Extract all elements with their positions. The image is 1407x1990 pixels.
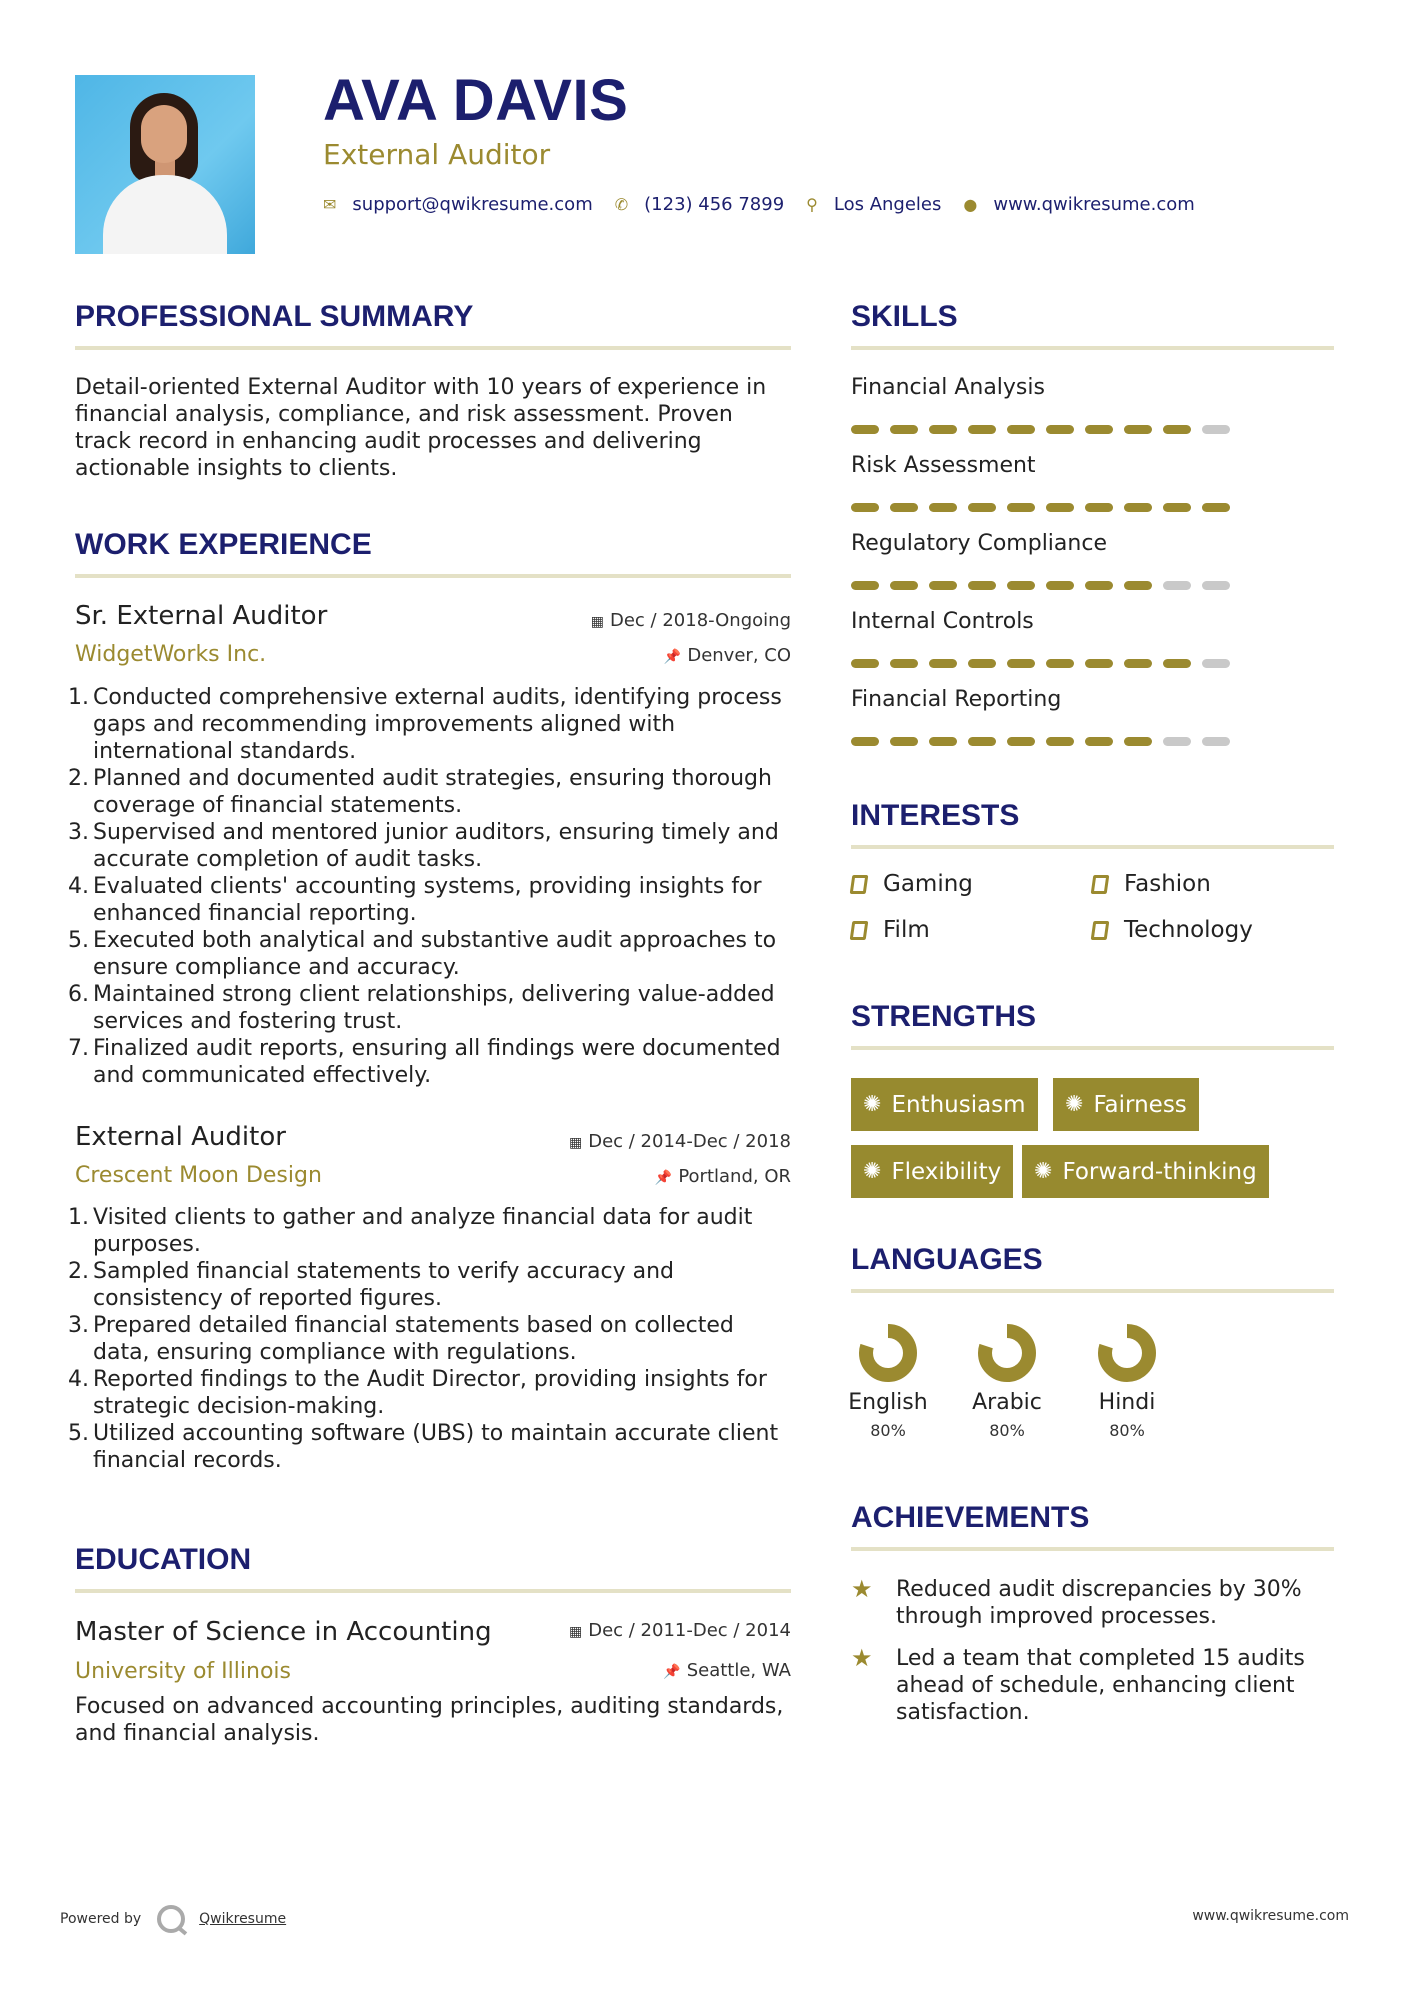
- email-link[interactable]: support@qwikresume.com: [352, 194, 593, 215]
- language-arc: [866, 1331, 910, 1375]
- calendar-icon: ▦: [590, 614, 604, 630]
- interest-item: Film: [851, 917, 930, 943]
- skill-name: Regulatory Compliance: [851, 531, 1107, 556]
- list-item: 7. Finalized audit reports, ensuring all findings were documented and communicated effectively.: [68, 1036, 781, 1088]
- skill-name: Financial Reporting: [851, 687, 1062, 712]
- achievement-item: [851, 1645, 1331, 1726]
- summary-heading: PROFESSIONAL SUMMARY: [75, 300, 474, 333]
- qwikresume-link[interactable]: Qwikresume: [199, 1911, 287, 1927]
- language-percent: 80%: [989, 1421, 1025, 1440]
- qwikresume-logo-icon: [157, 1905, 185, 1933]
- skill-level-dot: [890, 581, 918, 590]
- work-heading: WORK EXPERIENCE: [75, 528, 372, 561]
- education-rule: [75, 1589, 791, 1593]
- powered-by-text: Powered by: [60, 1911, 142, 1927]
- strengths-rule: [851, 1046, 1334, 1050]
- job-title: External Auditor: [75, 1122, 286, 1152]
- list-item: 5. Executed both analytical and substantive audit approaches to ensure compliance and accuracy.: [68, 928, 777, 980]
- job-title: Sr. External Auditor: [75, 601, 328, 631]
- interest-item: Technology: [1092, 917, 1253, 943]
- degree-title: Master of Science in Accounting: [75, 1617, 492, 1647]
- skill-level-dot: [851, 425, 879, 434]
- language-ring: [857, 1322, 919, 1384]
- phone-icon: ✆: [614, 195, 629, 214]
- skills-heading: SKILLS: [851, 300, 958, 333]
- achievements-rule: [851, 1547, 1334, 1551]
- strength-badge: ✺ Forward-thinking: [1022, 1145, 1269, 1198]
- skill-name: Risk Assessment: [851, 453, 1036, 478]
- language-arc: [1105, 1331, 1149, 1375]
- summary-text: Detail-oriented External Auditor with 10 years of experience in financial analysis, compliance, and risk assessment. Proven track record in enhancing audit processes and delivering actionable insights to clients.: [75, 375, 767, 481]
- skill-level-dot: [929, 503, 957, 512]
- skills-rule: [851, 346, 1334, 350]
- skill-level-dot: [968, 659, 996, 668]
- skill-level-dot: [1163, 659, 1191, 668]
- job-company: Crescent Moon Design: [75, 1163, 322, 1188]
- education-dates-text: Dec / 2011-Dec / 2014: [588, 1620, 791, 1641]
- job-dates-text: Dec / 2014-Dec / 2018: [588, 1131, 791, 1152]
- skill-level-dot: [890, 503, 918, 512]
- envelope-icon: ✉: [323, 195, 337, 214]
- skill-level-dot: [1046, 659, 1074, 668]
- skill-level-dot: [1007, 425, 1035, 434]
- education-dates: [569, 1620, 791, 1641]
- skill-level-dot: [1046, 425, 1074, 434]
- achievement-text: Reduced audit discrepancies by 30% through improved processes.: [896, 1577, 1302, 1629]
- candidate-title: External Auditor: [323, 138, 551, 171]
- sun-icon: ✺: [863, 1092, 882, 1117]
- job-location-text: Denver, CO: [687, 645, 791, 666]
- skill-level-dot: [929, 425, 957, 434]
- calendar-icon: ▦: [568, 1135, 583, 1151]
- skill-level-dot: [1085, 737, 1113, 746]
- list-item: 6. Maintained strong client relationships, delivering value-added services and fostering trust.: [68, 982, 775, 1034]
- book-icon: [1091, 921, 1110, 940]
- skill-level-dot: [1202, 581, 1230, 590]
- language-item: [962, 1322, 1052, 1440]
- pin-icon: 📌: [663, 1664, 681, 1680]
- school-name: University of Illinois: [75, 1659, 291, 1684]
- skill-level-dot: [890, 425, 918, 434]
- skill-level-dot: [1085, 581, 1113, 590]
- language-item: [1082, 1322, 1172, 1440]
- skill-level-dot: [1163, 425, 1191, 434]
- list-item: 4. Evaluated clients' accounting systems, providing insights for enhanced financial reporting.: [68, 874, 762, 926]
- skill-level-bar: [851, 425, 1241, 434]
- education-location: [663, 1660, 791, 1681]
- globe-icon: ●: [963, 195, 978, 214]
- education-heading: EDUCATION: [75, 1543, 252, 1576]
- skill-level-dot: [968, 737, 996, 746]
- powered-by: [60, 1905, 286, 1933]
- skill-level-dot: [1046, 581, 1074, 590]
- language-ring: [976, 1322, 1038, 1384]
- contact-bar: [323, 194, 1217, 215]
- list-item: 2. Sampled financial statements to verify accuracy and consistency of reported figures.: [68, 1259, 674, 1311]
- skill-level-dot: [1007, 737, 1035, 746]
- skill-level-dot: [1007, 503, 1035, 512]
- sun-icon: ✺: [1065, 1092, 1084, 1117]
- job-bullets: [68, 684, 796, 1089]
- language-arc: [985, 1331, 1029, 1375]
- interest-item: Gaming: [851, 871, 973, 897]
- skill-level-dot: [1124, 503, 1152, 512]
- achievement-text: Led a team that completed 15 audits ahead of schedule, enhancing client satisfaction.: [896, 1646, 1305, 1725]
- star-icon: ★: [851, 1575, 873, 1603]
- skill-level-dot: [1046, 737, 1074, 746]
- strengths-heading: STRENGTHS: [851, 1000, 1037, 1033]
- skill-level-dot: [1163, 503, 1191, 512]
- skill-level-dot: [968, 581, 996, 590]
- language-name: Arabic: [972, 1390, 1042, 1415]
- skill-level-dot: [851, 503, 879, 512]
- skill-level-bar: [851, 581, 1241, 590]
- job-location: [655, 1166, 791, 1187]
- skill-level-dot: [1007, 581, 1035, 590]
- sun-icon: ✺: [863, 1159, 882, 1184]
- book-icon: [850, 875, 869, 894]
- language-percent: 80%: [1109, 1421, 1145, 1440]
- map-pin-icon: ⚲: [806, 195, 818, 214]
- skill-level-bar: [851, 737, 1241, 746]
- job-bullets: [68, 1204, 796, 1474]
- skill-level-bar: [851, 503, 1241, 512]
- list-item: 5. Utilized accounting software (UBS) to maintain accurate client financial records.: [68, 1421, 779, 1473]
- list-item: 1. Conducted comprehensive external audits, identifying process gaps and recommending improvements aligned with international standards.: [68, 685, 782, 764]
- language-name: Hindi: [1098, 1390, 1156, 1415]
- list-item: 4. Reported findings to the Audit Director, providing insights for strategic decision-making.: [68, 1367, 767, 1419]
- job-dates-text: Dec / 2018-Ongoing: [610, 610, 791, 631]
- strength-badge: ✺ Enthusiasm: [851, 1078, 1038, 1131]
- skill-level-dot: [1202, 659, 1230, 668]
- skill-level-dot: [968, 425, 996, 434]
- skill-level-dot: [1124, 425, 1152, 434]
- skill-level-dot: [1163, 737, 1191, 746]
- summary-rule: [75, 346, 791, 350]
- skill-level-dot: [890, 659, 918, 668]
- location-text: Los Angeles: [833, 194, 942, 215]
- skill-name: Financial Analysis: [851, 375, 1045, 400]
- footer-url[interactable]: www.qwikresume.com: [1192, 1908, 1349, 1924]
- pin-icon: 📌: [663, 649, 682, 665]
- skill-level-dot: [968, 503, 996, 512]
- skill-level-dot: [1124, 659, 1152, 668]
- achievement-item: [851, 1576, 1331, 1630]
- skill-level-dot: [1124, 581, 1152, 590]
- skill-level-dot: [1202, 503, 1230, 512]
- skill-level-dot: [1085, 425, 1113, 434]
- strength-badge: ✺ Flexibility: [851, 1145, 1013, 1198]
- job-location: [664, 645, 791, 666]
- photo-face: [141, 105, 187, 163]
- work-rule: [75, 574, 791, 578]
- skill-level-dot: [929, 581, 957, 590]
- skill-level-dot: [851, 581, 879, 590]
- pin-icon: 📌: [654, 1170, 673, 1186]
- education-text: Focused on advanced accounting principles, auditing standards, and financial analysis.: [75, 1694, 784, 1746]
- languages-rule: [851, 1289, 1334, 1293]
- strength-badge: ✺ Fairness: [1053, 1078, 1199, 1131]
- job-location-text: Portland, OR: [678, 1166, 791, 1187]
- skill-level-dot: [1202, 425, 1230, 434]
- book-icon: [850, 921, 869, 940]
- photo-body: [103, 175, 227, 254]
- achievements-heading: ACHIEVEMENTS: [851, 1501, 1090, 1534]
- skill-level-dot: [1085, 503, 1113, 512]
- calendar-icon: ▦: [568, 1624, 583, 1640]
- skill-level-bar: [851, 659, 1241, 668]
- job-company: WidgetWorks Inc.: [75, 642, 267, 667]
- interests-rule: [851, 845, 1334, 849]
- language-name: English: [848, 1390, 928, 1415]
- skill-level-dot: [851, 659, 879, 668]
- skill-level-dot: [1085, 659, 1113, 668]
- interests-heading: INTERESTS: [851, 799, 1020, 832]
- website-link[interactable]: www.qwikresume.com: [993, 194, 1195, 215]
- skill-level-dot: [851, 737, 879, 746]
- job-dates: [591, 610, 791, 631]
- sun-icon: ✺: [1034, 1159, 1053, 1184]
- job-dates: [569, 1131, 791, 1152]
- skill-level-dot: [1124, 737, 1152, 746]
- skill-level-dot: [1163, 581, 1191, 590]
- candidate-name: AVA DAVIS: [323, 68, 629, 133]
- skill-level-dot: [929, 737, 957, 746]
- book-icon: [1091, 875, 1110, 894]
- phone-text: (123) 456 7899: [644, 194, 785, 215]
- skill-level-dot: [1046, 503, 1074, 512]
- star-icon: ★: [851, 1644, 873, 1672]
- skill-level-dot: [1202, 737, 1230, 746]
- list-item: 2. Planned and documented audit strategies, ensuring thorough coverage of financial statements.: [68, 766, 772, 818]
- skill-name: Internal Controls: [851, 609, 1034, 634]
- interest-item: Fashion: [1092, 871, 1211, 897]
- list-item: 3. Supervised and mentored junior auditors, ensuring timely and accurate completion of audit tasks.: [68, 820, 779, 872]
- list-item: 1. Visited clients to gather and analyze financial data for audit purposes.: [68, 1205, 753, 1257]
- skill-level-dot: [1007, 659, 1035, 668]
- education-location-text: Seattle, WA: [686, 1660, 791, 1681]
- language-ring: [1096, 1322, 1158, 1384]
- list-item: 3. Prepared detailed financial statements based on collected data, ensuring compliance with regulations.: [68, 1313, 734, 1365]
- language-item: [843, 1322, 933, 1440]
- languages-heading: LANGUAGES: [851, 1243, 1043, 1276]
- skill-level-dot: [929, 659, 957, 668]
- skill-level-dot: [890, 737, 918, 746]
- language-percent: 80%: [870, 1421, 906, 1440]
- profile-photo: [75, 75, 255, 254]
